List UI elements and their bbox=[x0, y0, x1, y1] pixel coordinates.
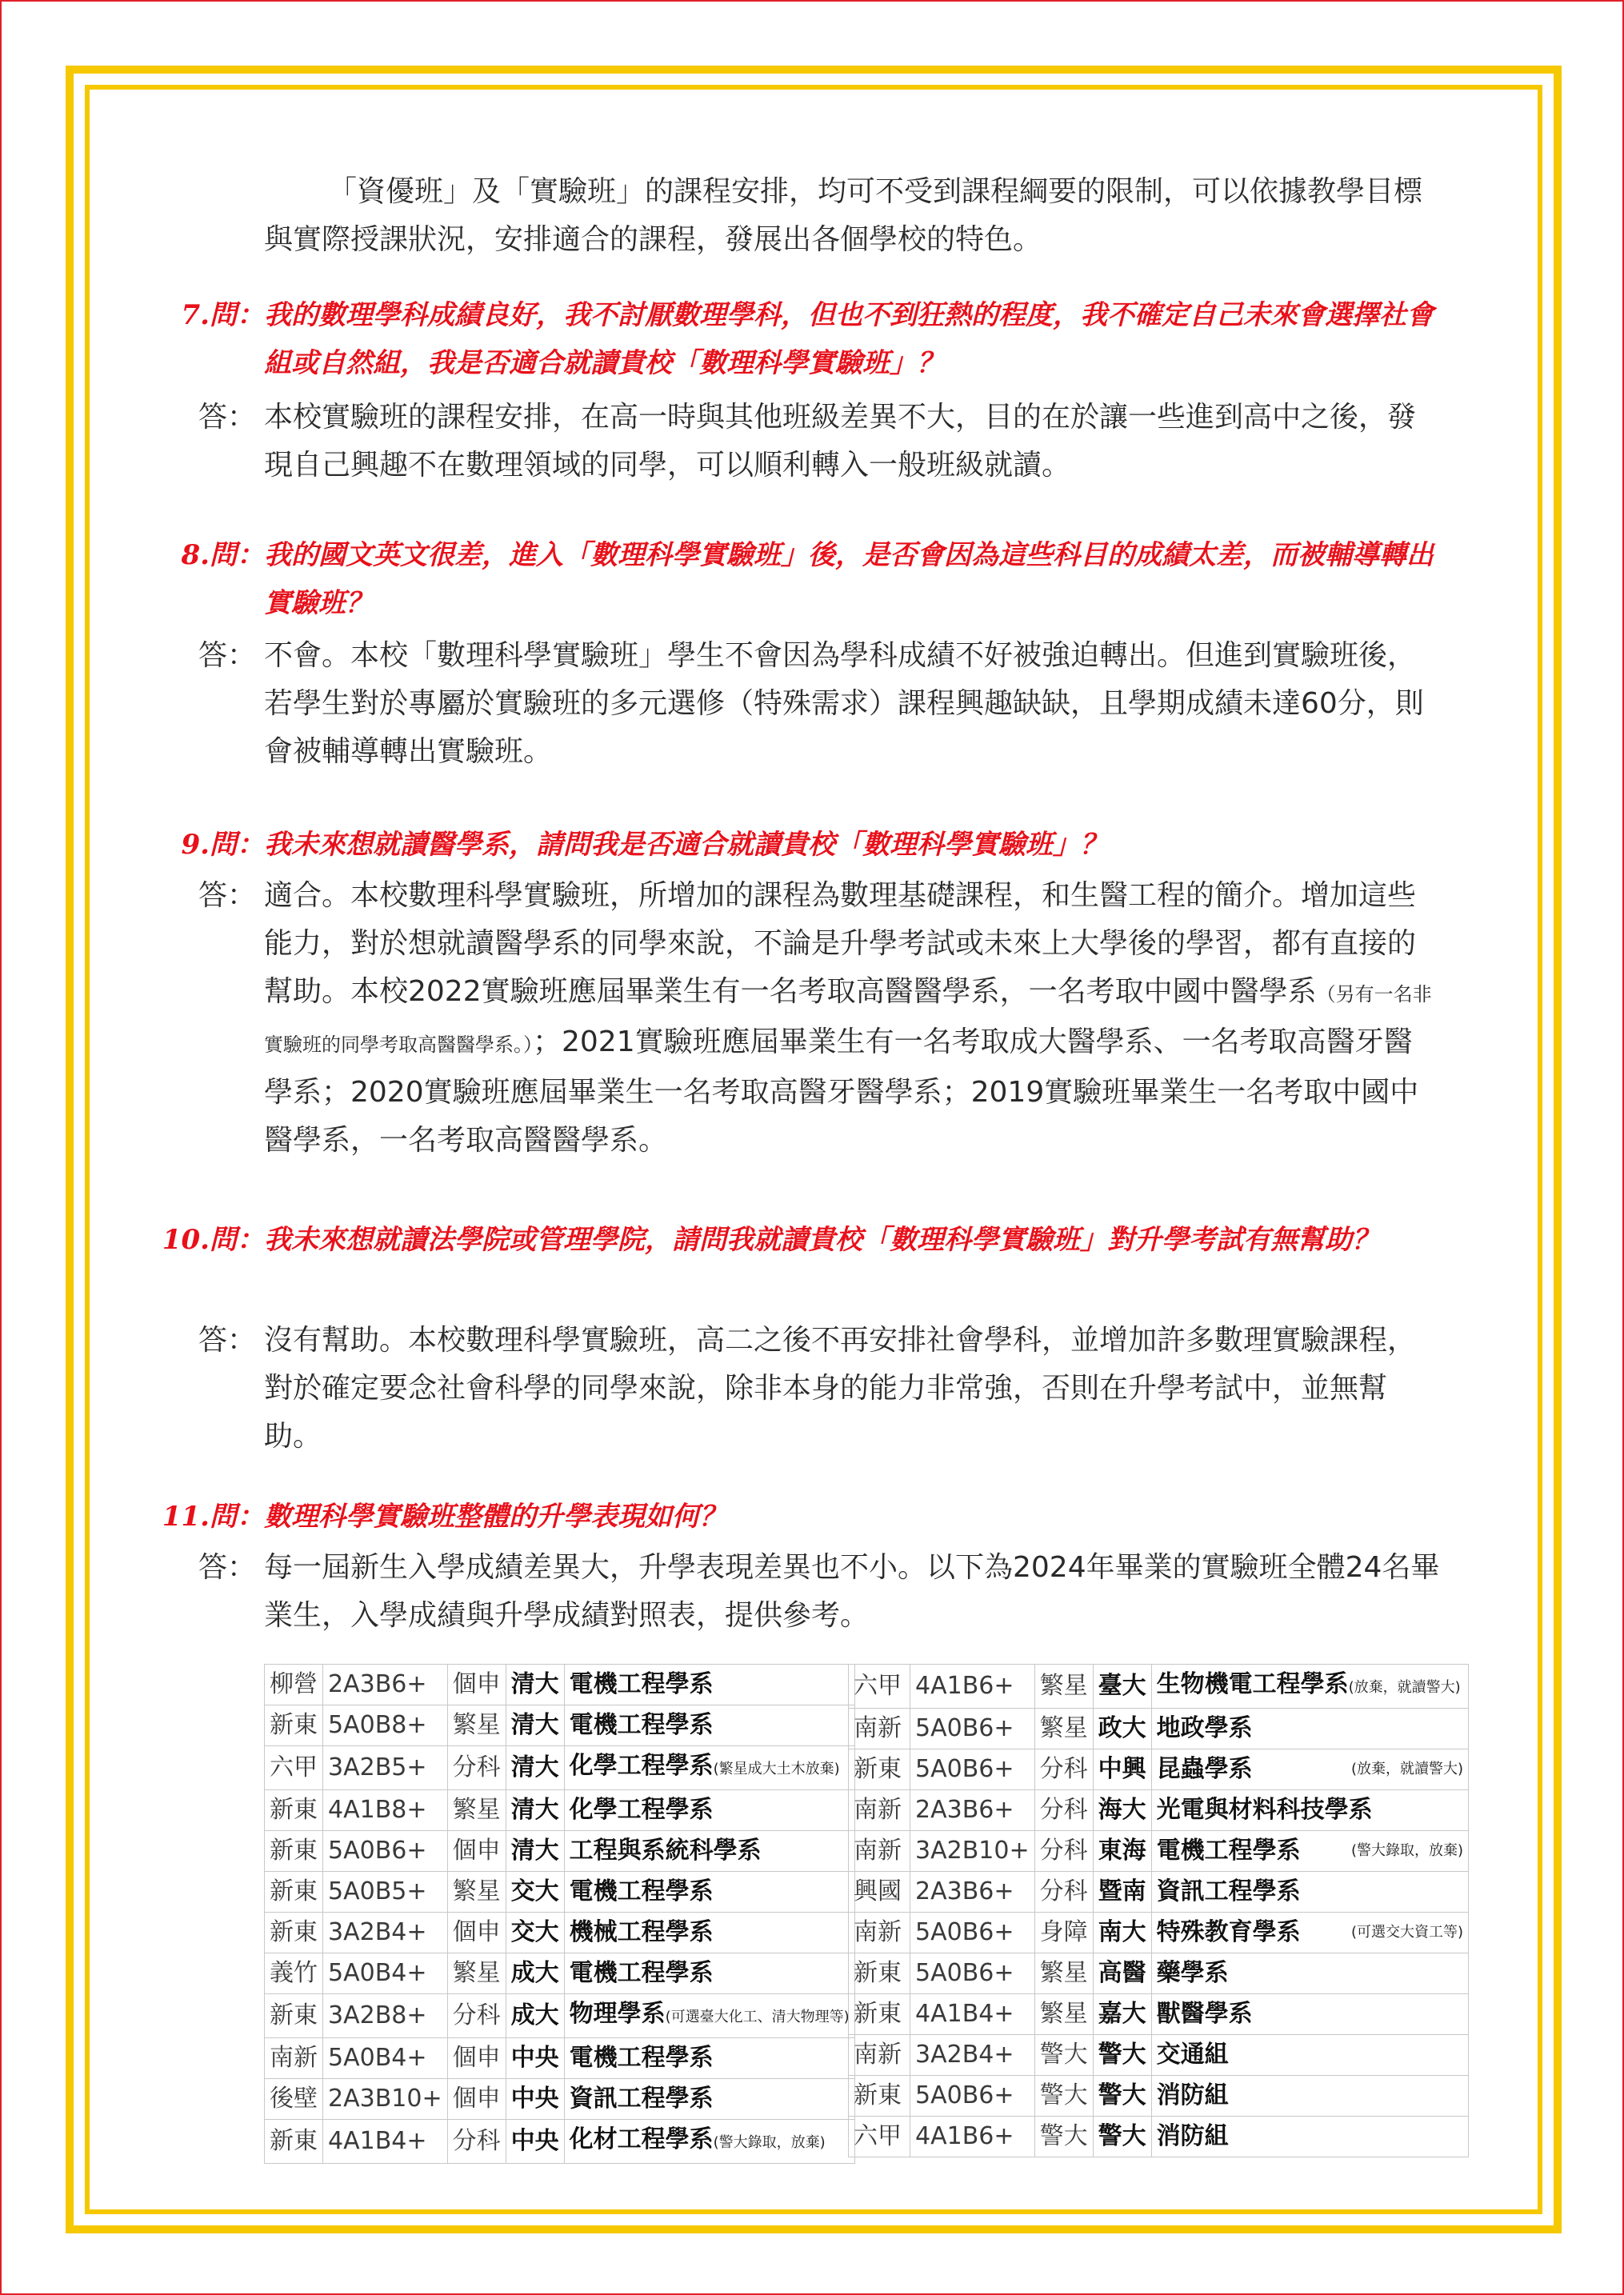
department-name: 電機工程學系 bbox=[569, 2044, 714, 2072]
junior-high-cell: 六甲 bbox=[849, 1665, 910, 1709]
route-cell: 分科 bbox=[1034, 1831, 1093, 1872]
junior-high-cell: 柳營 bbox=[265, 1665, 323, 1705]
route-cell: 繁星 bbox=[1034, 1953, 1093, 1994]
route-cell: 分科 bbox=[1034, 1749, 1093, 1790]
department-cell bbox=[1151, 1872, 1468, 1913]
score-cell: 2A3B10+ bbox=[323, 2079, 448, 2120]
department-cell bbox=[1151, 1953, 1468, 1994]
route-cell: 繁星 bbox=[447, 1790, 506, 1831]
answer-9-note: （另有一名非實驗班的同學考取高醫醫學系。） bbox=[264, 983, 1432, 1056]
university-cell: 警大 bbox=[1093, 2035, 1151, 2076]
university-cell: 清大 bbox=[506, 1746, 564, 1790]
university-cell: 海大 bbox=[1093, 1790, 1151, 1831]
score-cell: 3A2B8+ bbox=[323, 1994, 448, 2038]
department-name: 電機工程學系 bbox=[569, 1877, 714, 1905]
department-name: 電機工程學系 bbox=[569, 1711, 714, 1739]
university-cell: 交大 bbox=[506, 1913, 564, 1953]
route-cell: 繁星 bbox=[447, 1705, 506, 1746]
score-cell: 5A0B5+ bbox=[323, 1872, 448, 1913]
route-cell: 個申 bbox=[447, 2079, 506, 2120]
junior-high-cell: 新東 bbox=[849, 2076, 910, 2117]
route-cell: 分科 bbox=[447, 1994, 506, 2038]
junior-high-cell: 南新 bbox=[849, 1913, 910, 1953]
department-name: 地政學系 bbox=[1156, 1714, 1253, 1742]
table-row bbox=[265, 1790, 855, 1831]
junior-high-cell: 南新 bbox=[849, 1709, 910, 1749]
university-cell: 高醫 bbox=[1093, 1953, 1151, 1994]
department-cell bbox=[564, 1665, 854, 1705]
route-cell: 個申 bbox=[447, 1913, 506, 1953]
table-row bbox=[265, 1994, 855, 2038]
junior-high-cell: 南新 bbox=[265, 2038, 323, 2079]
question-11 bbox=[122, 1493, 1450, 1541]
department-cell bbox=[1151, 2117, 1468, 2157]
junior-high-cell: 南新 bbox=[849, 1831, 910, 1872]
score-cell: 5A0B6+ bbox=[910, 1953, 1035, 1994]
department-name: 交通組 bbox=[1156, 2041, 1229, 2069]
answer-8 bbox=[198, 632, 1440, 776]
table-row bbox=[849, 1831, 1469, 1872]
answer-7 bbox=[198, 394, 1440, 490]
route-cell: 個申 bbox=[447, 2038, 506, 2079]
department-name: 資訊工程學系 bbox=[1156, 1877, 1301, 1905]
table-row bbox=[265, 1953, 855, 1994]
intro-paragraph: 「資優班」及「實驗班」的課程安排，均可不受到課程綱要的限制，可以依據教學目標與實際授課狀況，安排適合的課程，發展出各個學校的特色。 bbox=[264, 175, 1423, 256]
answer-11-label: 答： bbox=[198, 1551, 257, 1584]
university-cell: 東海 bbox=[1093, 1831, 1151, 1872]
score-cell: 4A1B4+ bbox=[323, 2120, 448, 2164]
table-row bbox=[265, 1705, 855, 1746]
route-cell: 警大 bbox=[1034, 2117, 1093, 2157]
department-name: 獸醫學系 bbox=[1156, 2000, 1253, 2028]
score-cell: 4A1B8+ bbox=[323, 1790, 448, 1831]
department-name: 消防組 bbox=[1156, 2122, 1229, 2150]
table-row bbox=[849, 1749, 1469, 1790]
department-name: 電機工程學系 bbox=[569, 1670, 714, 1698]
department-name: 化學工程學系 bbox=[569, 1752, 714, 1780]
question-11-text: 數理科學實驗班整體的升學表現如何？ bbox=[264, 1501, 726, 1533]
junior-high-cell: 新東 bbox=[265, 1790, 323, 1831]
answer-8-text: 不會。本校「數理科學實驗班」學生不會因為學科成績不好被強迫轉出。但進到實驗班後，若學生對於專屬於實驗班的多元選修（特殊需求）課程興趣缺缺，且學期成績未達60分，則會被輔導轉出實驗班。 bbox=[264, 639, 1424, 768]
department-note: (警大錄取，放棄) bbox=[713, 2134, 826, 2151]
department-cell bbox=[564, 1994, 854, 2038]
department-note: (放棄，就讀警大) bbox=[1350, 1761, 1463, 1777]
table-row bbox=[265, 1665, 855, 1705]
university-cell: 清大 bbox=[506, 1790, 564, 1831]
department-name: 藥學系 bbox=[1156, 1959, 1229, 1987]
question-10-label: 10.問： bbox=[162, 1224, 264, 1256]
department-cell bbox=[564, 2038, 854, 2079]
results-table-left bbox=[264, 1664, 855, 2164]
table-row bbox=[265, 1831, 855, 1872]
department-cell bbox=[1151, 1665, 1468, 1709]
department-name: 消防組 bbox=[1156, 2081, 1229, 2109]
junior-high-cell: 新東 bbox=[265, 1872, 323, 1913]
university-cell: 南大 bbox=[1093, 1913, 1151, 1953]
department-cell bbox=[1151, 1913, 1468, 1953]
route-cell: 繁星 bbox=[1034, 1709, 1093, 1749]
university-cell: 清大 bbox=[506, 1705, 564, 1746]
university-cell: 警大 bbox=[1093, 2117, 1151, 2157]
table-row bbox=[265, 2120, 855, 2164]
score-cell: 5A0B6+ bbox=[910, 1709, 1035, 1749]
answer-11-text: 每一屆新生入學成績差異大，升學表現差異也不小。以下為2024年畢業的實驗班全體24名畢業生，入學成績與升學成績對照表，提供參考。 bbox=[264, 1551, 1440, 1632]
university-cell: 警大 bbox=[1093, 2076, 1151, 2117]
university-cell: 中央 bbox=[506, 2038, 564, 2079]
table-row bbox=[849, 2117, 1469, 2157]
score-cell: 3A2B4+ bbox=[910, 2035, 1035, 2076]
answer-9-text-a: 適合。本校數理科學實驗班，所增加的課程為數理基礎課程，和生醫工程的簡介。增加這些能力，對於想就讀醫學系的同學來說，不論是升學考試或未來上大學後的學習，都有直接的幫助。本校2022實驗班應屆畢業生有一名考取高醫醫學系，一名考取中國中醫學系 bbox=[264, 879, 1417, 1008]
score-cell: 3A2B10+ bbox=[910, 1831, 1035, 1872]
table-row bbox=[265, 2038, 855, 2079]
university-cell: 臺大 bbox=[1093, 1665, 1151, 1709]
department-cell bbox=[1151, 2035, 1468, 2076]
university-cell: 中央 bbox=[506, 2120, 564, 2164]
score-cell: 5A0B4+ bbox=[323, 2038, 448, 2079]
department-name: 生物機電工程學系 bbox=[1156, 1670, 1349, 1698]
table-row bbox=[849, 1994, 1469, 2035]
department-name: 機械工程學系 bbox=[569, 1918, 714, 1946]
question-9 bbox=[122, 821, 1450, 869]
route-cell: 個申 bbox=[447, 1665, 506, 1705]
table-row bbox=[849, 2035, 1469, 2076]
junior-high-cell: 南新 bbox=[849, 2035, 910, 2076]
score-cell: 3A2B4+ bbox=[323, 1913, 448, 1953]
table-row bbox=[849, 1790, 1469, 1831]
answer-7-text: 本校實驗班的課程安排，在高一時與其他班級差異不大，目的在於讓一些進到高中之後，發現自己興趣不在數理領域的同學，可以順利轉入一般班級就讀。 bbox=[264, 401, 1417, 482]
department-name: 昆蟲學系 bbox=[1156, 1755, 1253, 1783]
department-name: 化學工程學系 bbox=[569, 1796, 714, 1824]
route-cell: 分科 bbox=[447, 1746, 506, 1790]
score-cell: 5A0B6+ bbox=[910, 2076, 1035, 2117]
department-cell bbox=[564, 1953, 854, 1994]
results-table-right bbox=[848, 1664, 1469, 2157]
department-cell bbox=[1151, 1709, 1468, 1749]
question-10-text: 我未來想就讀法學院或管理學院，請問我就讀貴校「數理科學實驗班」對升學考試有無幫助？ bbox=[264, 1224, 1379, 1256]
junior-high-cell: 六甲 bbox=[265, 1746, 323, 1790]
university-cell: 中興 bbox=[1093, 1749, 1151, 1790]
junior-high-cell: 新東 bbox=[265, 2120, 323, 2164]
question-7-text: 我的數理學科成績良好，我不討厭數理學科，但也不到狂熱的程度，我不確定自己未來會選擇社會組或自然組，我是否適合就讀貴校「數理科學實驗班」？ bbox=[264, 299, 1434, 379]
department-note: (繁星成大土木放棄) bbox=[713, 1761, 840, 1777]
table-row bbox=[849, 1709, 1469, 1749]
answer-10 bbox=[198, 1317, 1440, 1461]
department-note: (可選臺大化工、清大物理等) bbox=[665, 2009, 850, 2025]
department-cell bbox=[564, 2079, 854, 2120]
department-cell bbox=[1151, 1749, 1468, 1790]
route-cell: 繁星 bbox=[1034, 1665, 1093, 1709]
department-cell bbox=[564, 1831, 854, 1872]
junior-high-cell: 新東 bbox=[849, 1749, 910, 1790]
answer-8-label: 答： bbox=[198, 639, 257, 672]
department-cell bbox=[1151, 1831, 1468, 1872]
junior-high-cell: 興國 bbox=[849, 1872, 910, 1913]
department-cell bbox=[564, 1913, 854, 1953]
department-cell bbox=[1151, 2076, 1468, 2117]
department-cell bbox=[564, 1746, 854, 1790]
university-cell: 嘉大 bbox=[1093, 1994, 1151, 2035]
route-cell: 身障 bbox=[1034, 1913, 1093, 1953]
department-name: 化材工程學系 bbox=[569, 2125, 714, 2153]
question-11-label: 11.問： bbox=[162, 1501, 264, 1533]
university-cell: 清大 bbox=[506, 1831, 564, 1872]
junior-high-cell: 後壁 bbox=[265, 2079, 323, 2120]
junior-high-cell: 六甲 bbox=[849, 2117, 910, 2157]
question-8-text: 我的國文英文很差，進入「數理科學實驗班」後，是否會因為這些科目的成績太差，而被輔導轉出實驗班？ bbox=[264, 539, 1434, 619]
table-row bbox=[849, 1913, 1469, 1953]
answer-7-label: 答： bbox=[198, 401, 257, 434]
question-9-text: 我未來想就讀醫學系，請問我是否適合就讀貴校「數理科學實驗班」？ bbox=[264, 829, 1107, 861]
question-10 bbox=[122, 1216, 1450, 1264]
answer-10-label: 答： bbox=[198, 1324, 257, 1357]
score-cell: 5A0B4+ bbox=[323, 1953, 448, 1994]
table-row bbox=[265, 1872, 855, 1913]
answer-11 bbox=[198, 1544, 1440, 1640]
table-row bbox=[849, 1953, 1469, 1994]
department-name: 電機工程學系 bbox=[569, 1959, 714, 1987]
department-name: 光電與材料科技學系 bbox=[1156, 1796, 1373, 1824]
department-name: 物理學系 bbox=[569, 2000, 666, 2028]
university-cell: 中央 bbox=[506, 2079, 564, 2120]
department-note: (可選交大資工等) bbox=[1350, 1924, 1463, 1941]
route-cell: 繁星 bbox=[447, 1953, 506, 1994]
university-cell: 成大 bbox=[506, 1994, 564, 2038]
department-cell bbox=[1151, 1790, 1468, 1831]
table-row bbox=[849, 1665, 1469, 1709]
department-cell bbox=[564, 1872, 854, 1913]
department-name: 電機工程學系 bbox=[1156, 1837, 1301, 1865]
route-cell: 警大 bbox=[1034, 2035, 1093, 2076]
department-cell bbox=[564, 2120, 854, 2164]
score-cell: 5A0B8+ bbox=[323, 1705, 448, 1746]
answer-9 bbox=[198, 872, 1440, 1165]
question-7 bbox=[122, 291, 1450, 387]
department-name: 特殊教育學系 bbox=[1156, 1918, 1301, 1946]
department-cell bbox=[564, 1790, 854, 1831]
route-cell: 個申 bbox=[447, 1831, 506, 1872]
answer-10-text: 沒有幫助。本校數理科學實驗班，高二之後不再安排社會學科，並增加許多數理實驗課程，對於確定要念社會科學的同學來說，除非本身的能力非常強，否則在升學考試中，並無幫助。 bbox=[264, 1324, 1417, 1453]
department-note: (警大錄取，放棄) bbox=[1350, 1842, 1463, 1859]
department-note: (放棄，就讀警大) bbox=[1348, 1679, 1461, 1696]
score-cell: 3A2B5+ bbox=[323, 1746, 448, 1790]
score-cell: 2A3B6+ bbox=[323, 1665, 448, 1705]
department-cell bbox=[1151, 1994, 1468, 2035]
route-cell: 分科 bbox=[1034, 1790, 1093, 1831]
table-row bbox=[265, 1746, 855, 1790]
department-name: 資訊工程學系 bbox=[569, 2085, 714, 2113]
junior-high-cell: 新東 bbox=[265, 1913, 323, 1953]
route-cell: 繁星 bbox=[1034, 1994, 1093, 2035]
table-row bbox=[265, 2079, 855, 2120]
table-row bbox=[849, 2076, 1469, 2117]
university-cell: 交大 bbox=[506, 1872, 564, 1913]
department-cell bbox=[564, 1705, 854, 1746]
route-cell: 分科 bbox=[1034, 1872, 1093, 1913]
score-cell: 4A1B6+ bbox=[910, 2117, 1035, 2157]
junior-high-cell: 南新 bbox=[849, 1790, 910, 1831]
route-cell: 繁星 bbox=[447, 1872, 506, 1913]
answer-9-text-b: ；2021實驗班應屆畢業生有一名考取成大醫學系、一名考取高醫牙醫學系；2020實驗班應屆畢業生一名考取高醫牙醫學系；2019實驗班畢業生一名考取中國中醫學系，一名考取高醫醫學系。 bbox=[264, 1026, 1419, 1157]
junior-high-cell: 新東 bbox=[849, 1953, 910, 1994]
junior-high-cell: 義竹 bbox=[265, 1953, 323, 1994]
question-9-label: 9.問： bbox=[181, 829, 264, 861]
university-cell: 暨南 bbox=[1093, 1872, 1151, 1913]
answer-9-label: 答： bbox=[198, 879, 257, 912]
route-cell: 分科 bbox=[447, 2120, 506, 2164]
score-cell: 5A0B6+ bbox=[910, 1749, 1035, 1790]
department-name: 工程與系統科學系 bbox=[569, 1837, 762, 1865]
university-cell: 成大 bbox=[506, 1953, 564, 1994]
junior-high-cell: 新東 bbox=[265, 1831, 323, 1872]
junior-high-cell: 新東 bbox=[849, 1994, 910, 2035]
score-cell: 2A3B6+ bbox=[910, 1872, 1035, 1913]
score-cell: 4A1B4+ bbox=[910, 1994, 1035, 2035]
table-row bbox=[265, 1913, 855, 1953]
junior-high-cell: 新東 bbox=[265, 1994, 323, 2038]
question-8 bbox=[122, 531, 1450, 627]
score-cell: 2A3B6+ bbox=[910, 1790, 1035, 1831]
junior-high-cell: 新東 bbox=[265, 1705, 323, 1746]
question-8-label: 8.問： bbox=[181, 539, 264, 571]
question-7-label: 7.問： bbox=[181, 299, 264, 331]
university-cell: 清大 bbox=[506, 1665, 564, 1705]
score-cell: 4A1B6+ bbox=[910, 1665, 1035, 1709]
university-cell: 政大 bbox=[1093, 1709, 1151, 1749]
score-cell: 5A0B6+ bbox=[910, 1913, 1035, 1953]
table-row bbox=[849, 1872, 1469, 1913]
route-cell: 警大 bbox=[1034, 2076, 1093, 2117]
score-cell: 5A0B6+ bbox=[323, 1831, 448, 1872]
